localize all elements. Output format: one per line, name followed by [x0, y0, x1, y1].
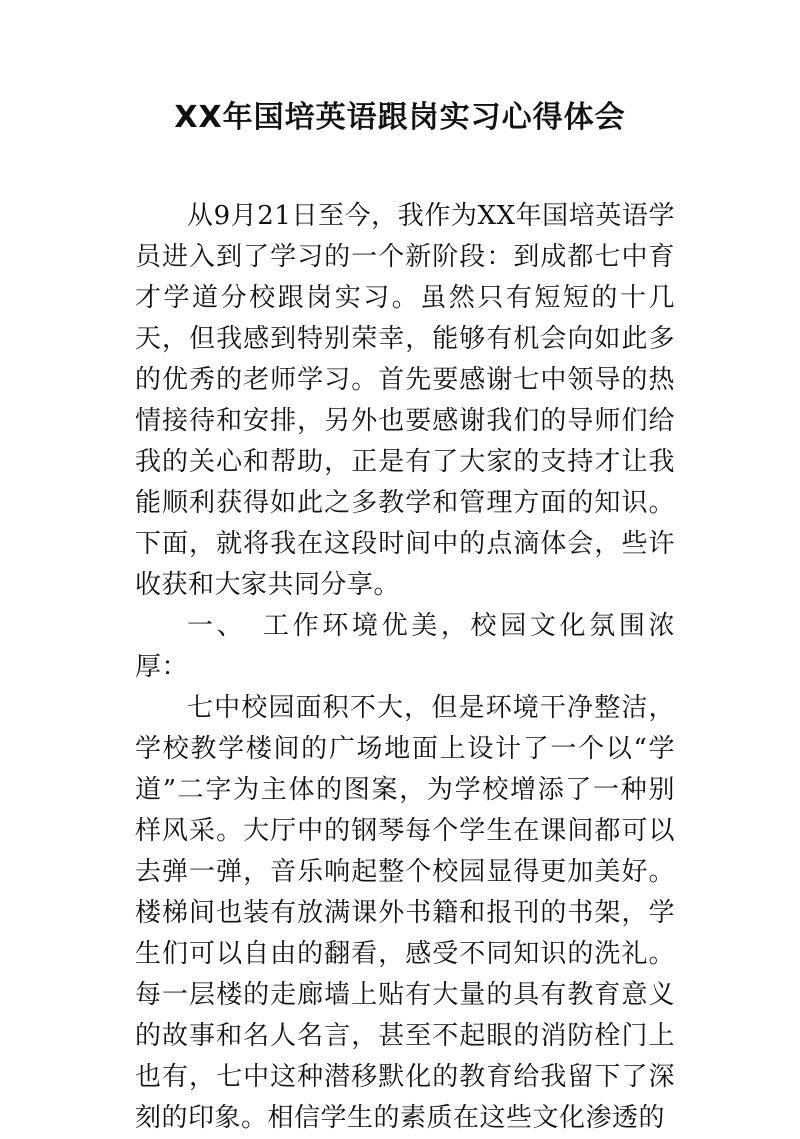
- section-heading-1: 一、 工作环境优美，校园文化氛围浓厚：: [135, 611, 675, 682]
- document-body: [135, 196, 675, 1139]
- document-title: XX年国培英语跟岗实习心得体会: [174, 100, 626, 135]
- intro-paragraph: 从9月21日至今，我作为XX年国培英语学员进入到了学习的一个新阶段：到成都七中育才学道分校跟岗实习。虽然只有短短的十几天，但我感到特别荣幸，能够有机会向如此多的优秀的老师学习。首先要感谢七中领导的热情接待和安排，另外也要感谢我们的导师们给我的关心和帮助，正是有了大家的支持才让我能顺利获得如此之多教学和管理方面的知识。下面，就将我在这段时间中的点滴体会，些许收获和大家共同分享。: [135, 201, 675, 600]
- section-1-paragraph: 七中校园面积不大，但是环境干净整洁，学校教学楼间的广场地面上设计了一个以“学道”二字为主体的图案，为学校增添了一种别样风采。大厅中的钢琴每个学生在课间都可以去弹一弹，音乐响起整个校园显得更加美好。楼梯间也装有放满课外书籍和报刊的书架，学生们可以自由的翻看，感受不同知识的洗礼。每一层楼的走廊墙上贴有大量的具有教育意义的故事和名人名言，甚至不起眼的消防栓门上也有，七中这种潜移默化的教育给我留下了深刻的印象。相信学生的素质在这些文化渗透的: [135, 693, 675, 1133]
